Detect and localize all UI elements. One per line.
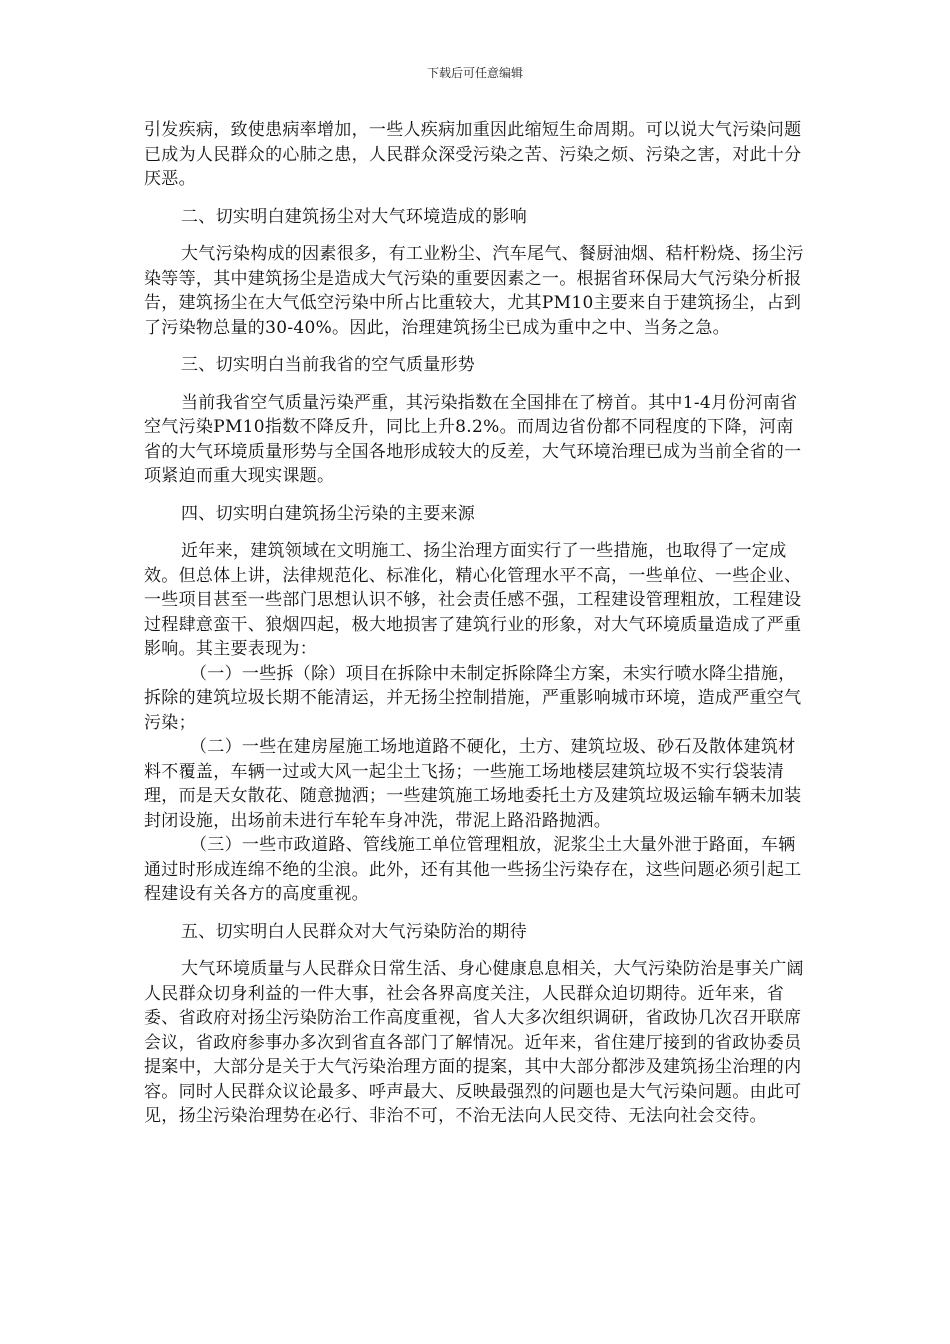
paragraph: 大气污染构成的因素很多，有工业粉尘、汽车尾气、餐厨油烟、秸杆粉烧、扬尘污染等等，其中建筑扬尘是造成大气污染的重要因素之一。根据省环保局大气污染分析报告，建筑扬尘在大气低空污染中所占比重较大，尤其PM10主要来自于建筑扬尘，占到了污染物总量的30-40%。因此，治理建筑扬尘已成为重中之中、当务之急。: [144, 244, 804, 338]
page-header: 下载后可任意编辑: [426, 66, 523, 80]
paragraph: 引发疾病，致使患病率增加，一些人疾病加重因此缩短生命周期。可以说大气污染问题已成为人民群众的心肺之患，人民群众深受污染之苦、污染之烦、污染之害，对此十分厌恶。: [144, 120, 802, 189]
section-heading: 二、切实明白建筑扬尘对大气环境造成的影响: [181, 206, 527, 227]
paragraph: 当前我省空气质量污染严重，其污染指数在全国排在了榜首。其中1-4月份河南省空气污染PM10指数不降反升，同比上升8.2%。而周边省份都不同程度的下降，河南省的大气环境质量形势与全国各地形成较大的反差，大气环境治理已成为当前全省的一项紧迫而重大现实课题。: [144, 392, 802, 486]
sub-item-paragraph: （一）一些拆（除）项目在拆除中未制定拆除降尘方案，未实行喷水降尘措施，拆除的建筑垃圾长期不能清运，并无扬尘控制措施，严重影响城市环境，造成严重空气污染；: [144, 663, 802, 733]
sub-item-paragraph: （三）一些市政道路、管线施工单位管理粗放，泥浆尘土大量外泄于路面，车辆通过时形成连绵不绝的尘浪。此外，还有其他一些扬尘污染存在，这些问题必须引起工程建设有关各方的高度重视。: [144, 835, 802, 904]
paragraph: 近年来，建筑领域在文明施工、扬尘治理方面实行了一些措施，也取得了一定成效。但总体上讲，法律规范化、标准化，精心化管理水平不高，一些单位、一些企业、一些项目甚至一些部门思想认识不够，社会责任感不强，工程建设管理粗放，工程建设过程肆意蛮干、狼烟四起，极大地损害了建筑行业的形象，对大气环境质量造成了严重影响。其主要表现为：: [144, 541, 802, 659]
document-body: [144, 118, 808, 1129]
paragraph: 大气环境质量与人民群众日常生活、身心健康息息相关，大气污染防治是事关广阔人民群众切身利益的一件大事，社会各界高度关注，人民群众迫切期待。近年来，省委、省政府对扬尘污染防治工作高度重视，省人大多次组织调研，省政协几次召开联席会议，省政府参事办多次到省直各部门了解情况。近年来，省住建厅接到的省政协委员提案中，大部分是关于大气污染治理方面的提案，其中大部分都涉及建筑扬尘治理的内容。同时人民群众议论最多、呼声最大、反映最强烈的问题也是大气污染问题。由此可见，扬尘污染治理势在必行、非治不可，不治无法向人民交待、无法向社会交待。: [144, 959, 804, 1126]
sub-item-paragraph: （二）一些在建房屋施工场地道路不硬化，土方、建筑垃圾、砂石及散体建筑材料不覆盖，车辆一过或大风一起尘土飞扬；一些施工场地楼层建筑垃圾不实行袋装清理，而是天女散花、随意抛洒；一些建筑施工场地委托土方及建筑垃圾运输车辆未加装封闭设施，出场前未进行车轮车身冲洗，带泥上路沿路抛洒。: [144, 737, 802, 831]
section-heading: 五、切实明白人民群众对大气污染防治的期待: [181, 921, 527, 942]
section-heading: 四、切实明白建筑扬尘污染的主要来源: [181, 503, 476, 524]
section-heading: 三、切实明白当前我省的空气质量形势: [181, 355, 476, 375]
